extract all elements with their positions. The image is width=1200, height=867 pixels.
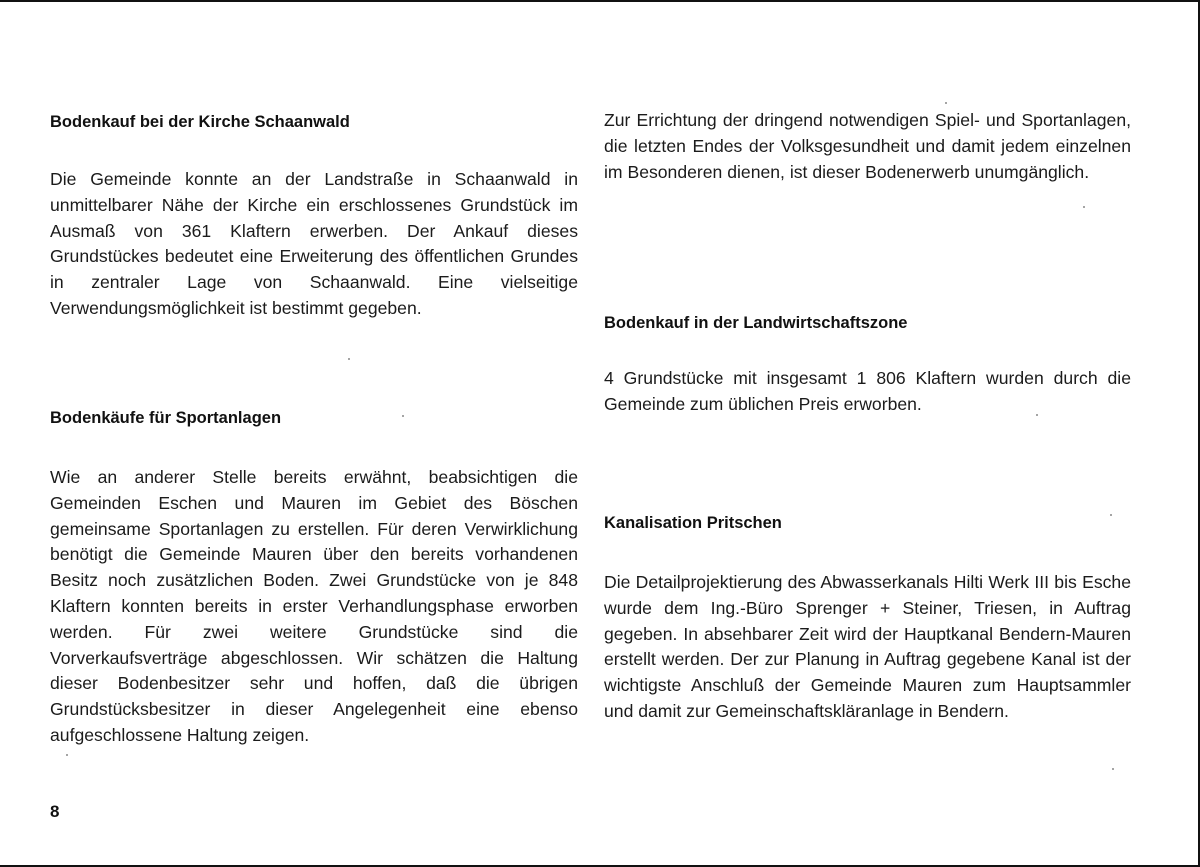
section-continuation <box>604 108 1131 185</box>
scan-speck <box>1112 768 1114 770</box>
section-bodenkaeufe-sportanlagen <box>50 408 578 749</box>
section-bodenkauf-landwirtschaftszone <box>604 313 1131 418</box>
section-body: Die Detailprojektierung des Abwasserkanals Hilti Werk III bis Esche wurde dem Ing.-Büro Sprenger + Steiner, Triesen, in Auftrag gegeben. In absehbarer Zeit wird der Hauptkanal Bendern-Mauren erstellt werden. Der zur Planung in Auftrag gegebene Kanal ist der wichtigste Anschluß der Gemeinde Mauren zum Hauptsammler und damit zur Gemeinschaftskläranlage in Bendern. <box>604 572 1131 721</box>
page-number: 8 <box>50 802 60 821</box>
scan-speck <box>1110 514 1112 516</box>
section-heading: Bodenkauf bei der Kirche Schaanwald <box>50 113 350 131</box>
section-heading: Bodenkäufe für Sportanlagen <box>50 409 282 427</box>
scan-speck <box>945 102 947 104</box>
scan-speck <box>1036 414 1038 416</box>
scan-speck <box>66 754 68 756</box>
section-body: Wie an anderer Stelle bereits erwähnt, beabsichtigen die Gemeinden Eschen und Mauren im Gebiet des Böschen gemeinsame Sportanlagen zu erstellen. Für deren Verwirklichung benötigt die Gemeinde Mauren über den bereits vorhandenen Besitz noch zusätzlichen Boden. Zwei Grundstücke von je 848 Klaftern konnten bereits in erster Verhandlungsphase erworben werden. Für zwei weitere Grundstücke sind die Vorverkaufsverträge abgeschlossen. Wir schätzen die Haltung dieser Bodenbesitzer sehr und hoffen, daß die übrigen Grundstücksbesitzer in dieser Angelegenheit eine ebenso aufgeschlossene Haltung zeigen. <box>50 467 578 745</box>
scan-speck <box>1083 206 1085 208</box>
section-heading: Kanalisation Pritschen <box>604 514 782 532</box>
section-bodenkauf-schaanwald <box>50 112 578 322</box>
section-kanalisation-pritschen <box>604 513 1131 725</box>
section-body: Die Gemeinde konnte an der Landstraße in Schaanwald in unmittelbarer Nähe der Kirche ein erschlossenes Grundstück im Ausmaß von 361 Klaftern erwerben. Der Ankauf dieses Grundstückes bedeutet eine Erweiterung des öffentlichen Grundes in zentraler Lage von Schaanwald. Eine vielseitige Verwendungsmöglichkeit ist bestimmt gegeben. <box>50 169 578 318</box>
section-body: 4 Grundstücke mit insgesamt 1 806 Klaftern wurden durch die Gemeinde zum üblichen Preis erworben. <box>604 368 1131 414</box>
scan-speck <box>402 415 404 417</box>
continuation-paragraph: Zur Errichtung der dringend notwendigen Spiel- und Sportanlagen, die letzten Endes der Volksgesundheit und damit jedem einzelnen im Besonderen dienen, ist dieser Bodenerwerb unumgänglich. <box>604 110 1131 182</box>
section-heading: Bodenkauf in der Landwirtschaftszone <box>604 314 908 332</box>
scan-speck <box>348 358 350 360</box>
